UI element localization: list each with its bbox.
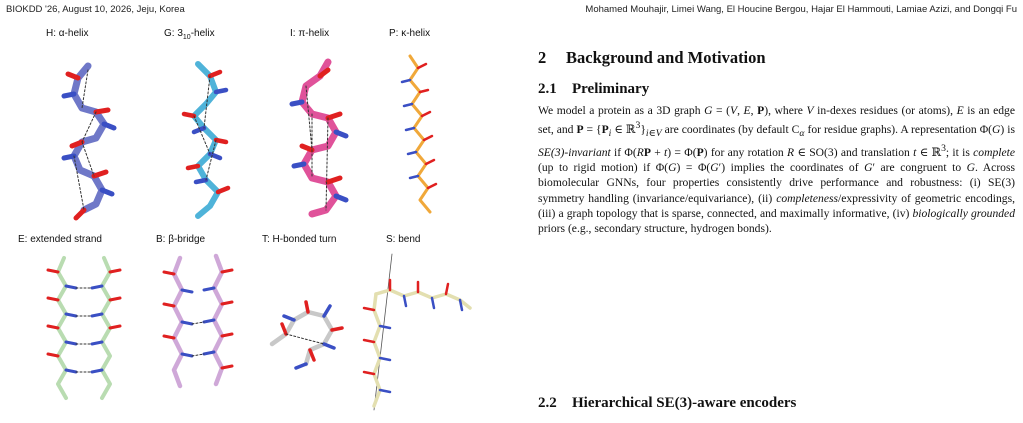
author-list: Mohamed Mouhajir, Limei Wang, El Houcine Bergou, Hajar El Hammouti, Lamiae Azizi, and Dongqi Fu [585, 4, 1017, 15]
label-beta-bridge: B: β-bridge [156, 234, 206, 245]
label-pi-helix: I: π-helix [290, 28, 330, 39]
pi-helix-structure [272, 46, 372, 226]
subsection-heading-preliminary: 2.1 Preliminary [538, 81, 650, 97]
label-kappa-helix: P: κ-helix [389, 28, 431, 39]
extended-strand-structure [30, 252, 140, 412]
kappa-helix-structure [370, 42, 470, 232]
bend-structure [350, 250, 480, 415]
label-h-bonded-turn: T: H-bonded turn [262, 234, 337, 245]
label-alpha-helix: H: α-helix [46, 28, 89, 39]
secondary-structure-figure [0, 22, 520, 422]
conference-info: BIOKDD '26, August 10, 2026, Jeju, Korea [6, 4, 185, 15]
subsection-heading-encoders: 2.2 Hierarchical SE(3)-aware encoders [538, 395, 797, 411]
running-header [0, 4, 1023, 18]
beta-bridge-structure [150, 252, 250, 412]
three10-helix-structure [158, 46, 258, 226]
label-extended-strand: E: extended strand [18, 234, 102, 245]
label-bend: S: bend [386, 234, 421, 245]
section-heading: 2 Background and Motivation [538, 48, 766, 67]
label-310-helix: G: $3_{10}$-helix [164, 28, 215, 41]
preliminary-paragraph: We model a protein as a 3D graph G = (V, E, P), where V in-dexes residues (or atoms), E is an edge set, and $P = \{P_i$ ∈ $ℝ^3\}_{i\in V}$ are coordinates (by default $C_\alpha$ for residue graphs). A representation Φ(G) is SE(3)-invariant if Φ(RP + t) = Φ(P) for any rotation R ∈ SO(3) and translation t ∈ ℝ$^3$; it is complete (up to rigid motion) if Φ(G) = Φ(G′) implies the coordinates of G′ are congruent to G. Across biomolecular GNNs, four properties consistently drive performance and robustness: (i) SE(3) symmetry handling (invariance/equivariance), (ii) completeness/expressivity of geometric encodings, (iii) a graph topology that is sparse, connected, and maximally informative, (iv) biologically grounded priors (e.g., secondary structure, hydrogen bonds). [538, 104, 1016, 235]
alpha-helix-structure [38, 46, 138, 226]
